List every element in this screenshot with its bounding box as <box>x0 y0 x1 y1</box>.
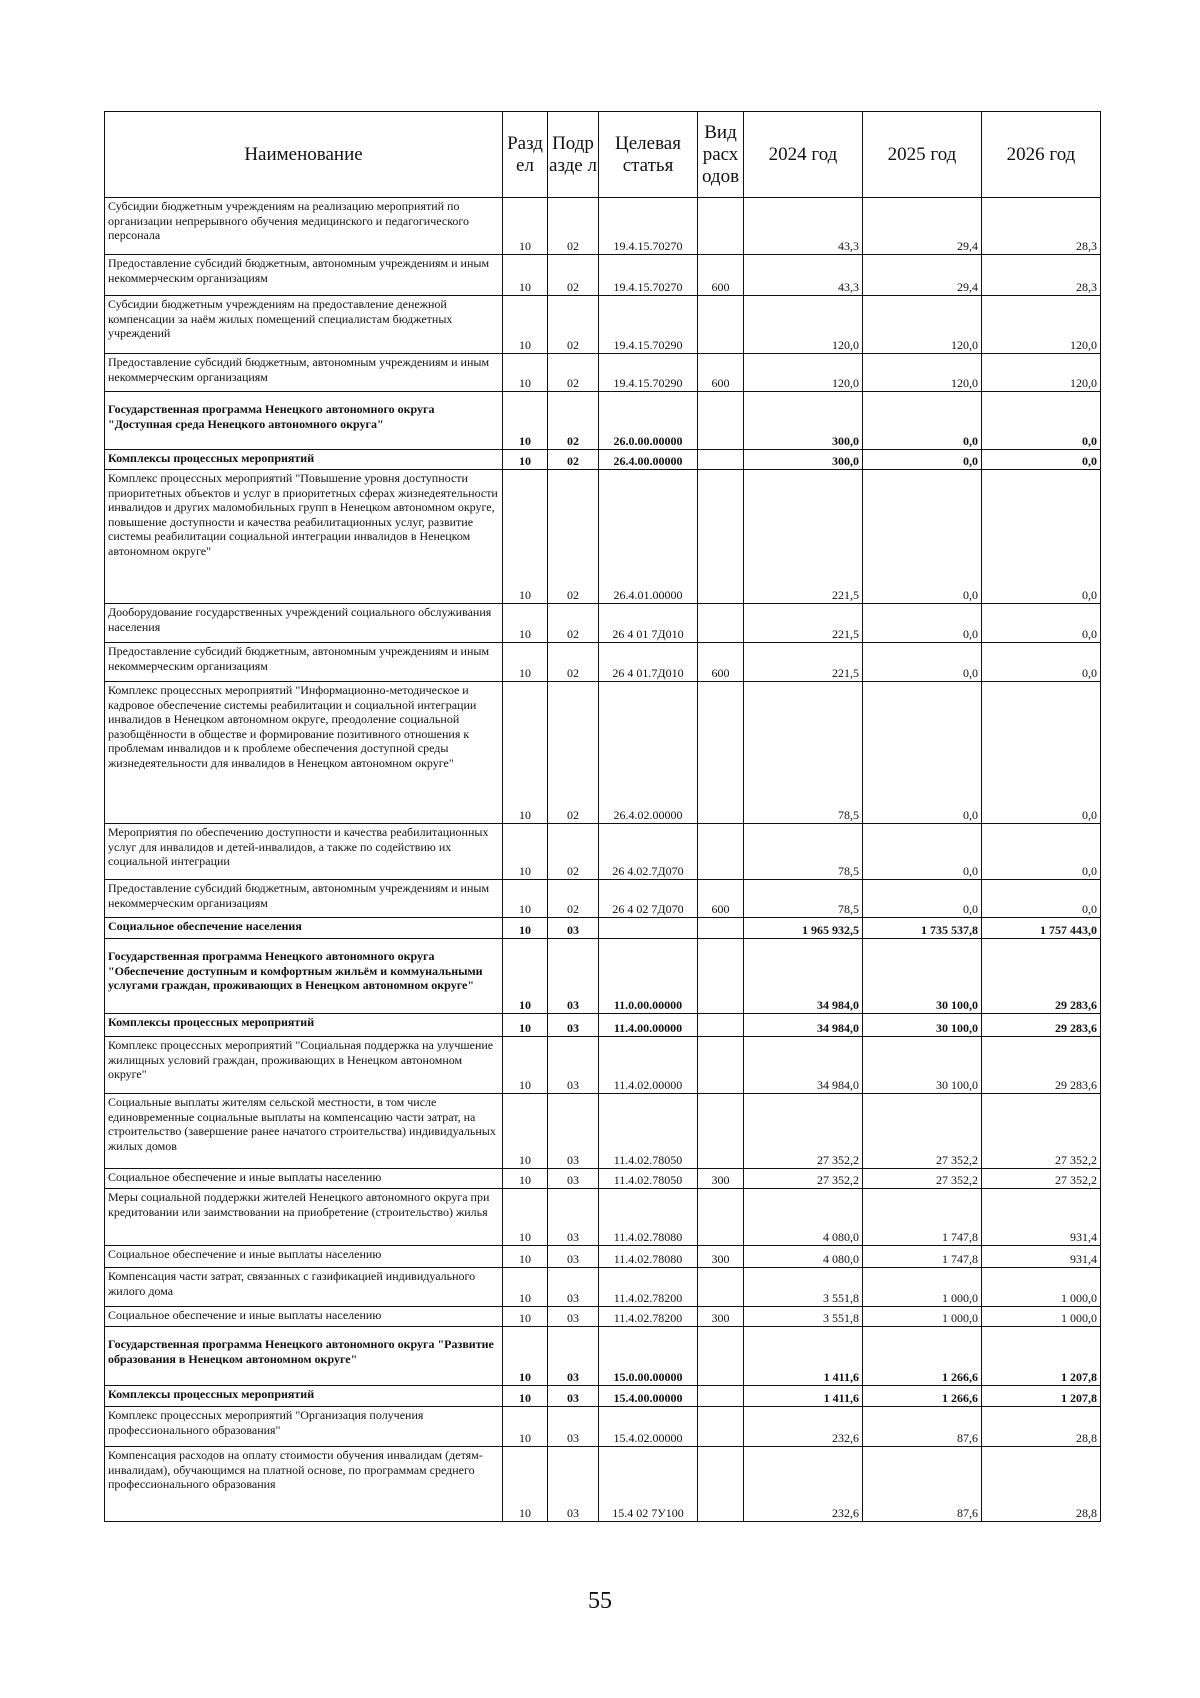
cell-2025: 120,0 <box>863 354 982 392</box>
cell-podrazdel: 03 <box>548 1386 599 1407</box>
table-row <box>105 1307 1101 1327</box>
cell-razdel: 10 <box>503 1037 548 1094</box>
cell-2026: 0,0 <box>982 392 1101 450</box>
cell-podrazdel: 02 <box>548 604 599 643</box>
cell-celevaya-statya: 15.0.00.00000 <box>599 1327 698 1386</box>
cell-2026: 28,8 <box>982 1447 1101 1522</box>
cell-2025: 87,6 <box>863 1407 982 1447</box>
cell-name: Компенсация части затрат, связанных с газификацией индивидуального жилого дома <box>105 1268 503 1307</box>
cell-2025: 0,0 <box>863 682 982 824</box>
cell-name: Предоставление субсидий бюджетным, автономным учреждениям и иным некоммерческим организациям <box>105 880 503 918</box>
cell-podrazdel: 03 <box>548 1189 599 1246</box>
cell-2026: 931,4 <box>982 1246 1101 1268</box>
cell-podrazdel: 03 <box>548 918 599 939</box>
table-row <box>105 255 1101 296</box>
cell-razdel: 10 <box>503 682 548 824</box>
cell-2025: 120,0 <box>863 296 982 354</box>
cell-2025: 1 266,6 <box>863 1386 982 1407</box>
cell-2024: 120,0 <box>744 354 863 392</box>
cell-name: Социальное обеспечение и иные выплаты населению <box>105 1169 503 1189</box>
cell-celevaya-statya: 26 4 01.7Д010 <box>599 643 698 682</box>
cell-2025: 0,0 <box>863 392 982 450</box>
cell-vid-rashodov <box>698 198 744 255</box>
cell-2024: 1 965 932,5 <box>744 918 863 939</box>
cell-razdel: 10 <box>503 604 548 643</box>
cell-razdel: 10 <box>503 354 548 392</box>
cell-razdel: 10 <box>503 1169 548 1189</box>
cell-celevaya-statya: 26 4.02.7Д070 <box>599 824 698 880</box>
cell-podrazdel: 03 <box>548 1246 599 1268</box>
cell-razdel: 10 <box>503 450 548 470</box>
budget-table <box>104 111 1101 1522</box>
cell-celevaya-statya: 11.4.02.78050 <box>599 1094 698 1169</box>
cell-celevaya-statya: 11.0.00.00000 <box>599 939 698 1014</box>
cell-2024: 300,0 <box>744 392 863 450</box>
cell-2025: 0,0 <box>863 643 982 682</box>
cell-celevaya-statya: 26.4.01.00000 <box>599 470 698 604</box>
cell-razdel: 10 <box>503 939 548 1014</box>
cell-name: Социальное обеспечение и иные выплаты населению <box>105 1307 503 1327</box>
cell-2024: 43,3 <box>744 198 863 255</box>
cell-vid-rashodov <box>698 918 744 939</box>
page-number: 55 <box>588 1588 612 1614</box>
cell-2025: 1 747,8 <box>863 1246 982 1268</box>
cell-2026: 0,0 <box>982 450 1101 470</box>
cell-2026: 1 000,0 <box>982 1268 1101 1307</box>
cell-razdel: 10 <box>503 470 548 604</box>
cell-name: Предоставление субсидий бюджетным, автономным учреждениям и иным некоммерческим организациям <box>105 354 503 392</box>
cell-podrazdel: 03 <box>548 1307 599 1327</box>
cell-2026: 0,0 <box>982 643 1101 682</box>
cell-vid-rashodov <box>698 1268 744 1307</box>
cell-podrazdel: 02 <box>548 450 599 470</box>
cell-celevaya-statya: 11.4.02.78200 <box>599 1268 698 1307</box>
cell-2026: 29 283,6 <box>982 1037 1101 1094</box>
table-row <box>105 392 1101 450</box>
table-row <box>105 918 1101 939</box>
table-row <box>105 1014 1101 1037</box>
table-row <box>105 1447 1101 1522</box>
cell-razdel: 10 <box>503 255 548 296</box>
cell-podrazdel: 03 <box>548 1447 599 1522</box>
cell-name: Социальное обеспечение и иные выплаты населению <box>105 1246 503 1268</box>
cell-celevaya-statya: 11.4.00.00000 <box>599 1014 698 1037</box>
cell-2026: 0,0 <box>982 880 1101 918</box>
cell-2025: 29,4 <box>863 198 982 255</box>
table-row <box>105 1189 1101 1246</box>
cell-2025: 0,0 <box>863 470 982 604</box>
cell-2024: 1 411,6 <box>744 1386 863 1407</box>
cell-podrazdel: 02 <box>548 255 599 296</box>
cell-2026: 28,8 <box>982 1407 1101 1447</box>
cell-podrazdel: 02 <box>548 470 599 604</box>
cell-razdel: 10 <box>503 880 548 918</box>
cell-2025: 87,6 <box>863 1447 982 1522</box>
cell-2024: 232,6 <box>744 1447 863 1522</box>
cell-name: Комплексы процессных мероприятий <box>105 1386 503 1407</box>
cell-vid-rashodov: 600 <box>698 255 744 296</box>
cell-2024: 78,5 <box>744 824 863 880</box>
cell-podrazdel: 02 <box>548 880 599 918</box>
cell-razdel: 10 <box>503 1386 548 1407</box>
cell-2026: 1 207,8 <box>982 1386 1101 1407</box>
cell-razdel: 10 <box>503 1327 548 1386</box>
table-row <box>105 1327 1101 1386</box>
cell-vid-rashodov <box>698 682 744 824</box>
cell-celevaya-statya: 19.4.15.70270 <box>599 255 698 296</box>
cell-2025: 1 000,0 <box>863 1268 982 1307</box>
header-name: Наименование <box>105 112 503 198</box>
cell-celevaya-statya <box>599 918 698 939</box>
cell-name: Субсидии бюджетным учреждениям на реализацию мероприятий по организации непрерывного обучения медицинского и педагогического персонала <box>105 198 503 255</box>
cell-2025: 0,0 <box>863 824 982 880</box>
cell-2025: 27 352,2 <box>863 1169 982 1189</box>
cell-2026: 0,0 <box>982 470 1101 604</box>
cell-name: Комплексы процессных мероприятий <box>105 450 503 470</box>
cell-name: Дооборудование государственных учреждений социального обслуживания населения <box>105 604 503 643</box>
cell-2026: 1 000,0 <box>982 1307 1101 1327</box>
cell-celevaya-statya: 26.0.00.00000 <box>599 392 698 450</box>
cell-2026: 28,3 <box>982 255 1101 296</box>
cell-vid-rashodov <box>698 1014 744 1037</box>
cell-celevaya-statya: 26.4.00.00000 <box>599 450 698 470</box>
cell-2024: 300,0 <box>744 450 863 470</box>
cell-name: Субсидии бюджетным учреждениям на предоставление денежной компенсации за наём жилых помещений специалистам бюджетных учреждений <box>105 296 503 354</box>
cell-podrazdel: 03 <box>548 939 599 1014</box>
cell-vid-rashodov <box>698 1386 744 1407</box>
table-row <box>105 1386 1101 1407</box>
cell-2025: 30 100,0 <box>863 1014 982 1037</box>
cell-podrazdel: 02 <box>548 392 599 450</box>
cell-name: Комплексы процессных мероприятий <box>105 1014 503 1037</box>
cell-2024: 221,5 <box>744 604 863 643</box>
table-row <box>105 824 1101 880</box>
cell-name: Комплекс процессных мероприятий "Информационно-методическое и кадровое обеспечение системы реабилитации и социальной интеграции инвалидов в Ненецком автономном округе, преодоление социальной разобщённости в обществе и формирование позитивного отношения к проблемам инвалидов и к проблеме обеспечения доступной среды жизнедеятельности для инвалидов в Ненецком автономном округе" <box>105 682 503 824</box>
table-row <box>105 1037 1101 1094</box>
cell-razdel: 10 <box>503 1407 548 1447</box>
cell-2025: 1 735 537,8 <box>863 918 982 939</box>
cell-2026: 120,0 <box>982 296 1101 354</box>
cell-name: Меры социальной поддержки жителей Ненецкого автономного округа при кредитовании или заимствовании на приобретение (строительство) жилья <box>105 1189 503 1246</box>
cell-vid-rashodov <box>698 392 744 450</box>
table-row <box>105 1169 1101 1189</box>
cell-2024: 4 080,0 <box>744 1246 863 1268</box>
cell-podrazdel: 03 <box>548 1407 599 1447</box>
cell-2026: 0,0 <box>982 682 1101 824</box>
cell-2024: 27 352,2 <box>744 1094 863 1169</box>
cell-razdel: 10 <box>503 824 548 880</box>
cell-2025: 0,0 <box>863 604 982 643</box>
cell-vid-rashodov: 600 <box>698 354 744 392</box>
cell-vid-rashodov <box>698 824 744 880</box>
header-podrazdel: Подр азде л <box>548 112 599 198</box>
cell-2026: 29 283,6 <box>982 1014 1101 1037</box>
cell-2024: 34 984,0 <box>744 1014 863 1037</box>
cell-name: Комплекс процессных мероприятий "Социальная поддержка на улучшение жилищных условий граждан, проживающих в Ненецком автономном округе" <box>105 1037 503 1094</box>
cell-2024: 34 984,0 <box>744 939 863 1014</box>
cell-vid-rashodov <box>698 1327 744 1386</box>
cell-name: Социальное обеспечение населения <box>105 918 503 939</box>
cell-vid-rashodov: 600 <box>698 643 744 682</box>
cell-vid-rashodov: 300 <box>698 1169 744 1189</box>
cell-vid-rashodov: 300 <box>698 1307 744 1327</box>
cell-name: Компенсация расходов на оплату стоимости обучения инвалидам (детям-инвалидам), обучающимся на платной основе, по программам среднего профессионального образования <box>105 1447 503 1522</box>
cell-2024: 120,0 <box>744 296 863 354</box>
cell-2025: 29,4 <box>863 255 982 296</box>
cell-2025: 30 100,0 <box>863 1037 982 1094</box>
cell-2024: 27 352,2 <box>744 1169 863 1189</box>
cell-razdel: 10 <box>503 1094 548 1169</box>
cell-podrazdel: 03 <box>548 1268 599 1307</box>
cell-2025: 1 000,0 <box>863 1307 982 1327</box>
cell-name: Государственная программа Ненецкого автономного округа "Доступная среда Ненецкого автономного округа" <box>105 392 503 450</box>
cell-name: Предоставление субсидий бюджетным, автономным учреждениям и иным некоммерческим организациям <box>105 643 503 682</box>
cell-razdel: 10 <box>503 1447 548 1522</box>
table-row <box>105 604 1101 643</box>
cell-razdel: 10 <box>503 1268 548 1307</box>
cell-celevaya-statya: 11.4.02.78080 <box>599 1189 698 1246</box>
cell-podrazdel: 02 <box>548 824 599 880</box>
cell-2025: 27 352,2 <box>863 1094 982 1169</box>
table-row <box>105 1407 1101 1447</box>
cell-2024: 3 551,8 <box>744 1307 863 1327</box>
cell-vid-rashodov <box>698 1189 744 1246</box>
cell-name: Социальные выплаты жителям сельской местности, в том числе единовременные социальные выплаты на компенсацию части затрат, на строительство (завершение ранее начатого строительства) индивидуальных жилых домов <box>105 1094 503 1169</box>
cell-podrazdel: 03 <box>548 1094 599 1169</box>
header-celevaya-statya: Целевая статья <box>599 112 698 198</box>
cell-2026: 0,0 <box>982 824 1101 880</box>
cell-2025: 30 100,0 <box>863 939 982 1014</box>
cell-vid-rashodov <box>698 450 744 470</box>
cell-razdel: 10 <box>503 643 548 682</box>
cell-name: Мероприятия по обеспечению доступности и качества реабилитационных услуг для инвалидов и детей-инвалидов, а также по содействию их социальной интеграции <box>105 824 503 880</box>
cell-podrazdel: 03 <box>548 1169 599 1189</box>
cell-vid-rashodov: 600 <box>698 880 744 918</box>
table-row <box>105 939 1101 1014</box>
cell-2024: 221,5 <box>744 643 863 682</box>
cell-2025: 1 747,8 <box>863 1189 982 1246</box>
cell-2024: 4 080,0 <box>744 1189 863 1246</box>
cell-2026: 0,0 <box>982 604 1101 643</box>
cell-2024: 3 551,8 <box>744 1268 863 1307</box>
cell-vid-rashodov <box>698 939 744 1014</box>
cell-celevaya-statya: 19.4.15.70290 <box>599 354 698 392</box>
cell-celevaya-statya: 11.4.02.78080 <box>599 1246 698 1268</box>
cell-razdel: 10 <box>503 918 548 939</box>
cell-2026: 931,4 <box>982 1189 1101 1246</box>
cell-2024: 221,5 <box>744 470 863 604</box>
cell-razdel: 10 <box>503 1307 548 1327</box>
table-row <box>105 450 1101 470</box>
cell-celevaya-statya: 26 4 01 7Д010 <box>599 604 698 643</box>
cell-celevaya-statya: 26 4 02 7Д070 <box>599 880 698 918</box>
cell-celevaya-statya: 11.4.02.00000 <box>599 1037 698 1094</box>
cell-vid-rashodov <box>698 604 744 643</box>
budget-table-sheet <box>104 111 1100 1522</box>
cell-podrazdel: 02 <box>548 198 599 255</box>
cell-razdel: 10 <box>503 1246 548 1268</box>
cell-podrazdel: 03 <box>548 1037 599 1094</box>
cell-2026: 120,0 <box>982 354 1101 392</box>
cell-2024: 34 984,0 <box>744 1037 863 1094</box>
cell-name: Предоставление субсидий бюджетным, автономным учреждениям и иным некоммерческим организациям <box>105 255 503 296</box>
cell-name: Государственная программа Ненецкого автономного округа "Развитие образования в Ненецком автономном округе" <box>105 1327 503 1386</box>
cell-vid-rashodov <box>698 296 744 354</box>
table-body <box>105 198 1101 1522</box>
table-row <box>105 1094 1101 1169</box>
table-row <box>105 643 1101 682</box>
table-header-row <box>105 112 1101 198</box>
cell-name: Комплекс процессных мероприятий "Организация получения профессионального образования" <box>105 1407 503 1447</box>
table-row <box>105 470 1101 604</box>
cell-vid-rashodov: 300 <box>698 1246 744 1268</box>
cell-vid-rashodov <box>698 1407 744 1447</box>
table-row <box>105 198 1101 255</box>
cell-podrazdel: 03 <box>548 1327 599 1386</box>
cell-podrazdel: 02 <box>548 643 599 682</box>
cell-2026: 28,3 <box>982 198 1101 255</box>
table-row <box>105 682 1101 824</box>
cell-2024: 1 411,6 <box>744 1327 863 1386</box>
cell-celevaya-statya: 19.4.15.70270 <box>599 198 698 255</box>
table-row <box>105 296 1101 354</box>
table-row <box>105 1268 1101 1307</box>
cell-celevaya-statya: 15.4 02 7У100 <box>599 1447 698 1522</box>
cell-celevaya-statya: 19.4.15.70290 <box>599 296 698 354</box>
header-vid-rashodov: Вид расх одов <box>698 112 744 198</box>
cell-razdel: 10 <box>503 1014 548 1037</box>
cell-razdel: 10 <box>503 1189 548 1246</box>
cell-vid-rashodov <box>698 1094 744 1169</box>
cell-2025: 0,0 <box>863 880 982 918</box>
cell-vid-rashodov <box>698 470 744 604</box>
cell-podrazdel: 02 <box>548 354 599 392</box>
cell-2026: 27 352,2 <box>982 1094 1101 1169</box>
table-row <box>105 1246 1101 1268</box>
cell-vid-rashodov <box>698 1447 744 1522</box>
header-2025: 2025 год <box>863 112 982 198</box>
cell-name: Комплекс процессных мероприятий "Повышение уровня доступности приоритетных объектов и услуг в приоритетных сферах жизнедеятельности инвалидов и других маломобильных групп в Ненецком автономном округе, повышение доступности и качества реабилитационных услуг, развитие системы реабилитации социальной интеграции инвалидов в Ненецком автономном округе" <box>105 470 503 604</box>
header-razdel: Разд ел <box>503 112 548 198</box>
cell-podrazdel: 03 <box>548 1014 599 1037</box>
cell-2026: 27 352,2 <box>982 1169 1101 1189</box>
cell-2024: 78,5 <box>744 880 863 918</box>
cell-2026: 1 207,8 <box>982 1327 1101 1386</box>
cell-2025: 0,0 <box>863 450 982 470</box>
cell-celevaya-statya: 26.4.02.00000 <box>599 682 698 824</box>
cell-2024: 43,3 <box>744 255 863 296</box>
table-row <box>105 880 1101 918</box>
cell-celevaya-statya: 15.4.02.00000 <box>599 1407 698 1447</box>
cell-vid-rashodov <box>698 1037 744 1094</box>
cell-podrazdel: 02 <box>548 296 599 354</box>
cell-name: Государственная программа Ненецкого автономного округа "Обеспечение доступным и комфортным жильём и коммунальными услугами граждан, проживающих в Ненецком автономном округе" <box>105 939 503 1014</box>
cell-razdel: 10 <box>503 296 548 354</box>
cell-podrazdel: 02 <box>548 682 599 824</box>
cell-celevaya-statya: 11.4.02.78200 <box>599 1307 698 1327</box>
table-row <box>105 354 1101 392</box>
cell-2024: 78,5 <box>744 682 863 824</box>
header-2024: 2024 год <box>744 112 863 198</box>
cell-celevaya-statya: 15.4.00.00000 <box>599 1386 698 1407</box>
cell-2026: 1 757 443,0 <box>982 918 1101 939</box>
cell-2024: 232,6 <box>744 1407 863 1447</box>
cell-razdel: 10 <box>503 392 548 450</box>
header-2026: 2026 год <box>982 112 1101 198</box>
cell-razdel: 10 <box>503 198 548 255</box>
cell-2025: 1 266,6 <box>863 1327 982 1386</box>
cell-2026: 29 283,6 <box>982 939 1101 1014</box>
cell-celevaya-statya: 11.4.02.78050 <box>599 1169 698 1189</box>
